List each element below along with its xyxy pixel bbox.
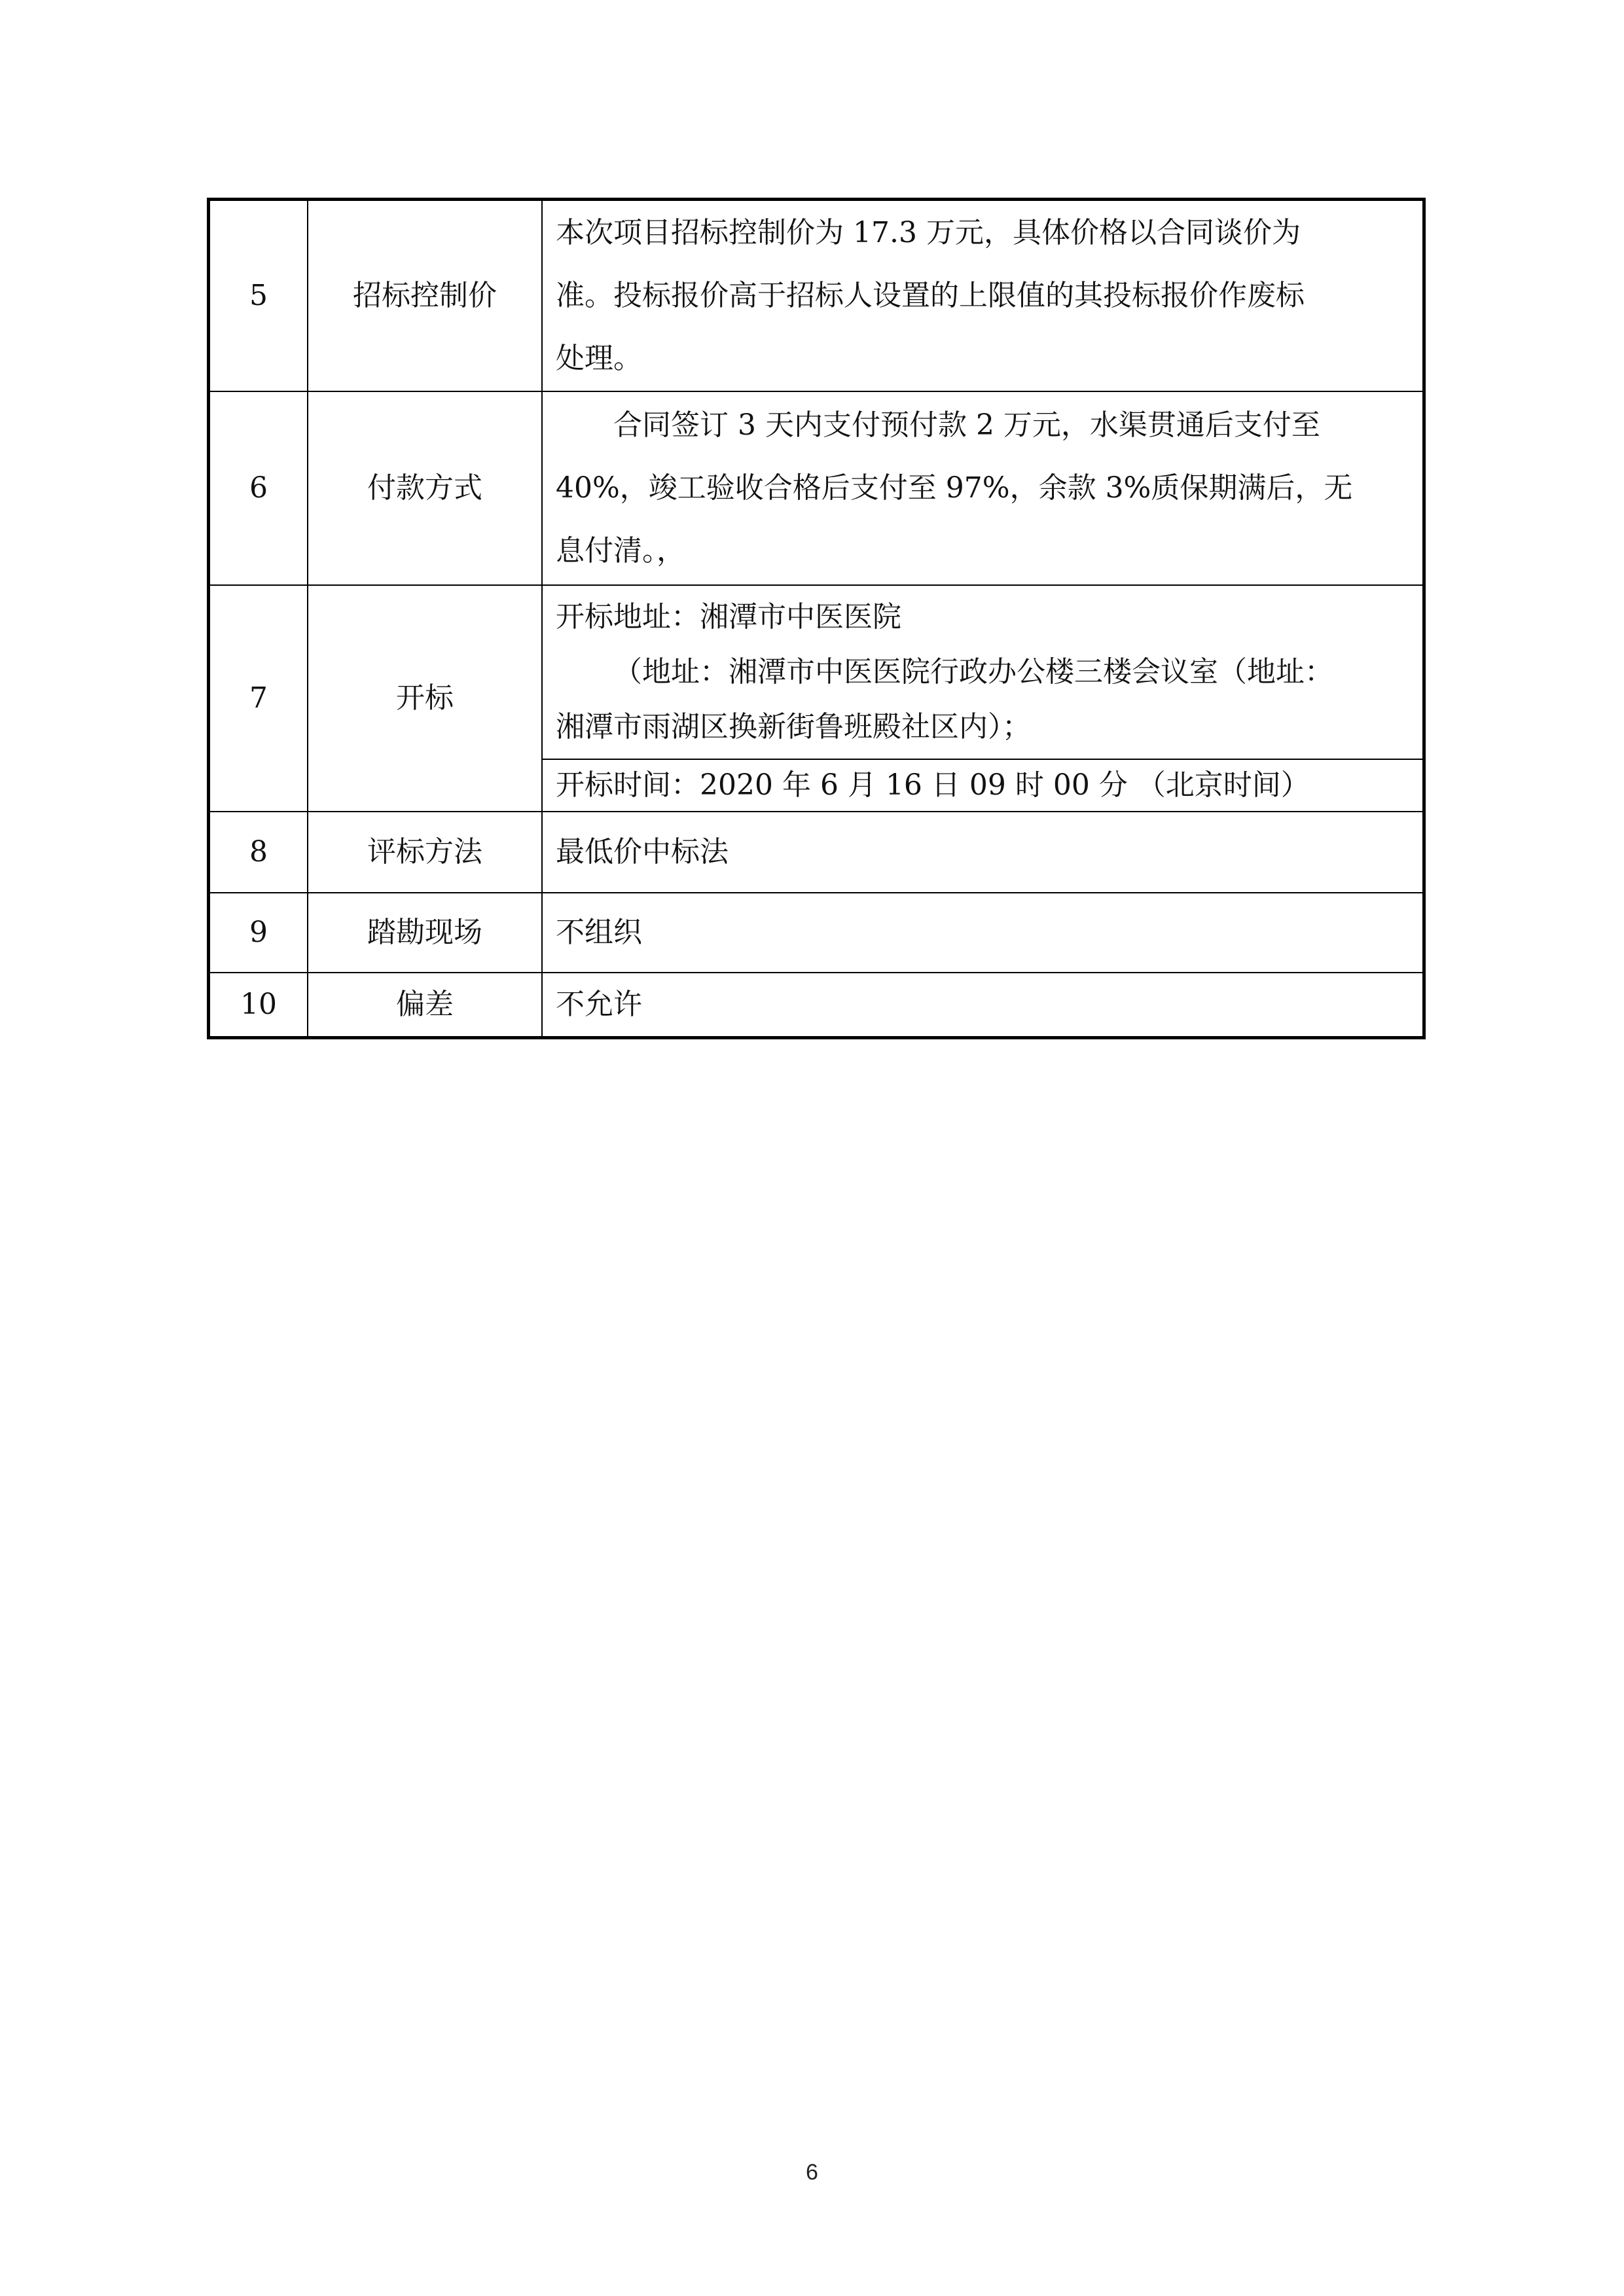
- row-item: 评标方法: [308, 812, 542, 893]
- content-line: 处理。: [556, 342, 642, 375]
- row-content: 不组织: [542, 893, 1424, 973]
- content-line: 开标地址：湘潭市中医医院: [556, 600, 901, 634]
- table-row: [209, 585, 1424, 759]
- content-line: 准。投标报价高于招标人设置的上限值的其投标报价作废标: [556, 279, 1305, 312]
- table-row: [209, 391, 1424, 585]
- table-row: [209, 973, 1424, 1038]
- row-item: 招标控制价: [308, 200, 542, 392]
- row-content: 不允许: [542, 973, 1424, 1038]
- row-content: [542, 585, 1424, 759]
- row-item: 踏勘现场: [308, 893, 542, 973]
- content-line: 合同签订 3 天内支付预付款 2 万元，水渠贯通后支付至: [613, 408, 1320, 442]
- table-row: [209, 812, 1424, 893]
- table-row: [209, 893, 1424, 973]
- row-number: 9: [209, 893, 308, 973]
- opening-time: [542, 759, 1424, 812]
- bid-terms-table: [207, 198, 1426, 1039]
- content-line: 本次项目招标控制价为 17.3 万元，具体价格以合同谈价为: [556, 216, 1301, 249]
- content-line: 息付清。，: [556, 534, 685, 567]
- row-content: 最低价中标法: [542, 812, 1424, 893]
- content-line: （地址：湘潭市中医医院行政办公楼三楼会议室（地址：: [613, 655, 1333, 689]
- table-row: [209, 200, 1424, 392]
- row-item: 开标: [308, 585, 542, 812]
- row-item: 付款方式: [308, 391, 542, 585]
- row-number: 8: [209, 812, 308, 893]
- row-content: [542, 391, 1424, 585]
- row-number: 5: [209, 200, 308, 392]
- content-line: 40%，竣工验收合格后支付至 97%，余款 3%质保期满后，无: [556, 471, 1353, 505]
- content-line: 开标时间：2020 年 6 月 16 日 09 时 00 分 （北京时间）: [556, 768, 1310, 802]
- row-number: 10: [209, 973, 308, 1038]
- row-number: 7: [209, 585, 308, 812]
- row-item: 偏差: [308, 973, 542, 1038]
- row-number: 6: [209, 391, 308, 585]
- row-content: [542, 200, 1424, 392]
- content-line: 湘潭市雨湖区换新街鲁班殿社区内）；: [556, 710, 1031, 744]
- page-number: 6: [806, 2160, 818, 2185]
